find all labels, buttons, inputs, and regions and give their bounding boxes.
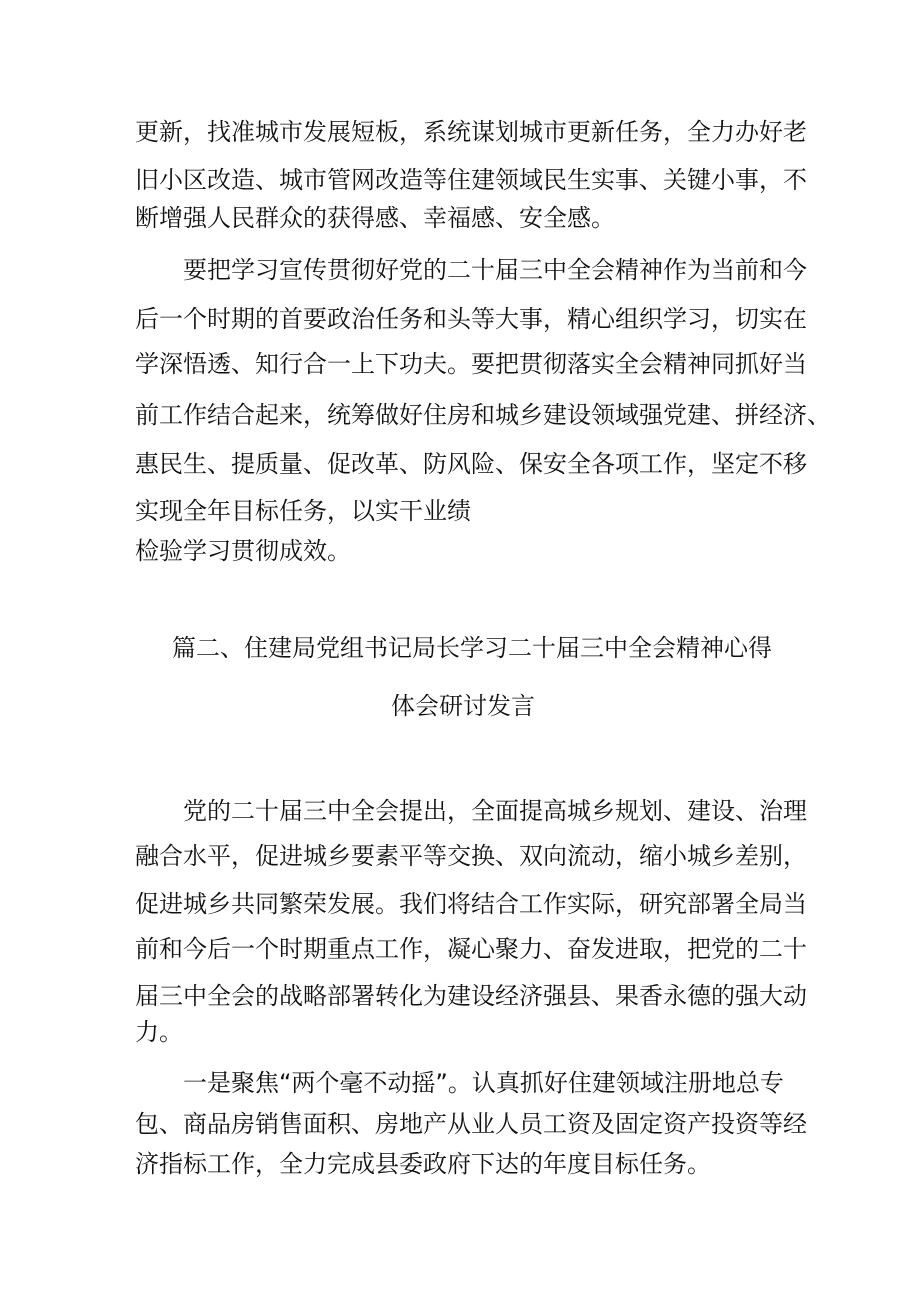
paragraph-4-line-2: 包、商品房销售面积、房地产从业人员工资及固定资产投资等经 [135, 1110, 807, 1138]
section-title-line-2: 体会研讨发言 [391, 692, 535, 720]
section-title-line-1: 篇二、住建局党组书记局长学习二十届三中全会精神心得 [172, 634, 772, 662]
paragraph-3-line-6: 力。 [135, 1018, 183, 1046]
paragraph-3-line-2: 融合水平，促进城乡要素平等交换、双向流动，缩小城乡差别， [135, 842, 807, 870]
paragraph-4-line-3: 济指标工作，全力完成县委政府下达的年度目标任务。 [135, 1150, 711, 1178]
paragraph-3-line-3: 促进城乡共同繁荣发展。我们将结合工作实际，研究部署全局当 [135, 890, 807, 918]
paragraph-1-line-1: 更新，找准城市发展短板，系统谋划城市更新任务，全力办好老 [135, 118, 807, 146]
paragraph-2-line-3: 学深悟透、知行合一上下功夫。要把贯彻落实全会精神同抓好当 [135, 350, 807, 378]
paragraph-2-line-5: 惠民生、提质量、促改革、防风险、保安全各项工作，坚定不移 [135, 450, 807, 478]
paragraph-1-line-3: 断增强人民群众的获得感、幸福感、安全感。 [135, 204, 615, 232]
paragraph-1-line-2: 旧小区改造、城市管网改造等住建领域民生实事、关键小事，不 [135, 166, 807, 194]
paragraph-2-line-2: 后一个时期的首要政治任务和头等大事，精心组织学习，切实在 [135, 305, 807, 333]
paragraph-2-line-1: 要把学习宣传贯彻好党的二十届三中全会精神作为当前和今 [183, 256, 807, 284]
paragraph-2-line-4: 前工作结合起来，统筹做好住房和城乡建设领域强党建、拼经济、 [135, 401, 831, 429]
paragraph-3-line-4: 前和今后一个时期重点工作，凝心聚力、奋发进取，把党的二十 [135, 935, 807, 963]
paragraph-2-line-6: 实现全年目标任务，以实干业绩 [135, 497, 471, 525]
paragraph-3-line-5: 届三中全会的战略部署转化为建设经济强县、果香永德的强大动 [135, 982, 807, 1010]
paragraph-3-line-1: 党的二十届三中全会提出，全面提高城乡规划、建设、治理 [183, 797, 807, 825]
paragraph-4-line-1: 一是聚焦“两个毫不动摇”。认真抓好住建领域注册地总专 [183, 1069, 784, 1097]
paragraph-2-line-7: 检验学习贯彻成效。 [135, 537, 351, 565]
